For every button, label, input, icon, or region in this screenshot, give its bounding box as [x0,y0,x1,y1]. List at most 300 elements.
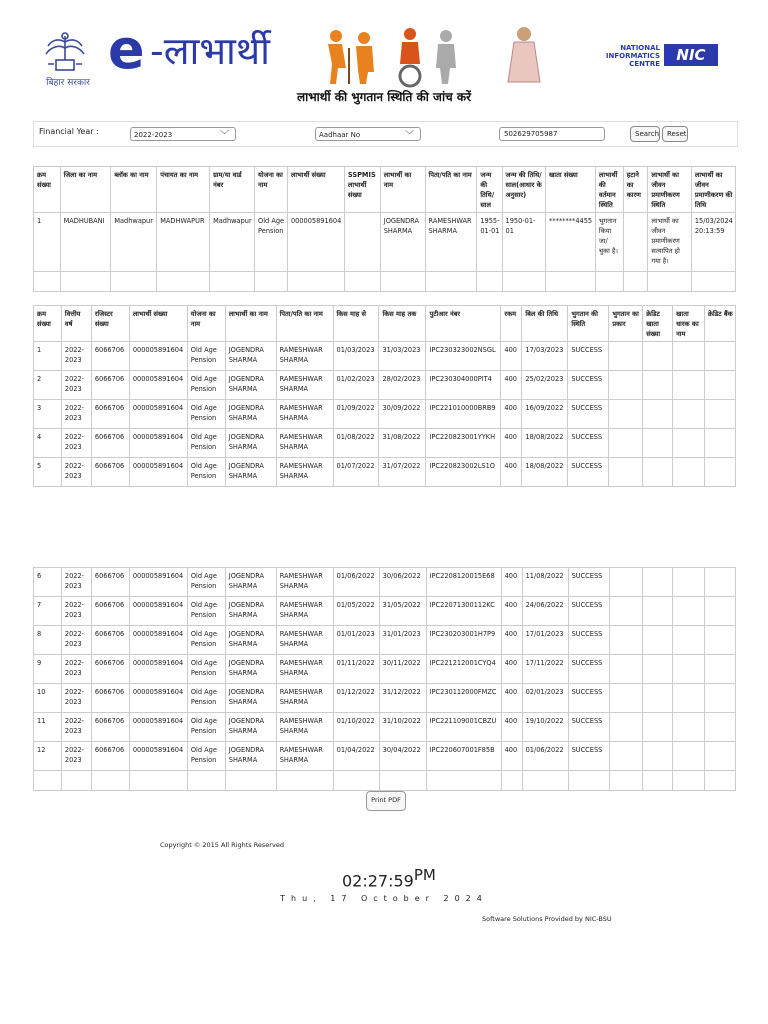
table-cell: 000005891604 [287,213,344,272]
page-subtitle: लाभार्थी की भुगतान स्थिति की जांच करें [297,90,471,104]
column-header: लाभार्थी का जीवन प्रमाणीकरण की तिथि [691,167,735,213]
column-header: लाभार्थी की वर्तमान स्थिति [595,167,623,213]
table-cell [623,213,648,272]
table-cell [609,458,643,487]
table-cell: JOGENDRA SHARMA [225,429,276,458]
empty-row [34,771,736,791]
table-cell: SUCCESS [568,429,609,458]
table-cell: Old Age Pension [255,213,288,272]
chevron-down-icon: ﹀ [219,131,229,141]
table-cell [648,272,691,292]
table-cell: 01/02/2023 [333,371,379,400]
column-header: जन्म की तिथि/ साल(आधार के अनुसार) [502,167,545,213]
financial-year-label: Financial Year : [39,127,99,136]
table-cell: 000005891604 [129,655,187,684]
table-cell: 18/08/2022 [522,458,568,487]
table-cell: SUCCESS [568,342,609,371]
table-cell: 1 [34,342,62,371]
table-cell: 01/10/2022 [333,713,379,742]
table-cell: 30/04/2022 [379,742,426,771]
nic-text [598,44,660,68]
table-cell: 000005891604 [129,371,187,400]
table-cell: 9 [34,655,62,684]
column-header: क्रम संख्या [34,167,61,213]
table-cell: 400 [501,597,522,626]
column-header: पिता/पति का नाम [276,306,333,342]
table-cell: JOGENDRA SHARMA [225,400,276,429]
table-cell: 000005891604 [129,597,187,626]
table-cell: RAMESHWAR SHARMA [276,626,333,655]
column-header: पिता/पति का नाम [425,167,477,213]
table-cell: 6066706 [91,684,129,713]
table-cell [595,272,623,292]
payment-table [33,305,736,487]
clock-time: 02:27:59 [342,871,414,891]
id-type-value: Aadhaar No [319,131,361,139]
column-header: जन्म की तिथि/ साल [477,167,502,213]
table-cell [643,597,673,626]
table-cell: 6066706 [91,371,129,400]
table-cell [673,771,705,791]
table-cell: SUCCESS [568,371,609,400]
table-cell [34,272,61,292]
table-cell: JOGENDRA SHARMA [380,213,425,272]
table-cell: Old Age Pension [187,371,225,400]
table-cell: 1950-01-01 [502,213,545,272]
nic-text-line: NATIONAL [620,44,660,52]
table-cell: भुगतान किया जा/ चुका है। [595,213,623,272]
table-cell: 2022-2023 [61,400,91,429]
table-cell: 6066706 [91,568,129,597]
table-row [34,568,736,597]
nic-text-line: CENTRE [629,60,660,68]
reset-button[interactable]: Reset [662,126,688,142]
table-cell [568,771,609,791]
table-cell: 11/08/2022 [522,568,568,597]
table-cell: 30/11/2022 [379,655,426,684]
table-cell: 30/06/2022 [379,568,426,597]
table-cell [673,458,705,487]
table-cell: 11 [34,713,62,742]
table-row [34,684,736,713]
table-cell: 400 [501,458,522,487]
search-button[interactable]: Search [630,126,660,142]
table-cell: 25/02/2023 [522,371,568,400]
table-cell: 000005891604 [129,684,187,713]
table-cell: 31/05/2022 [379,597,426,626]
table-cell: 6066706 [91,742,129,771]
table-cell: 400 [501,400,522,429]
table-cell: ********4455 [545,213,595,272]
table-cell: IPC221109001CBZU [426,713,501,742]
table-cell [643,771,673,791]
copyright-text: Copyright © 2015 All Rights Reserved [160,841,284,849]
table-cell: Old Age Pension [187,429,225,458]
table-cell: 2022-2023 [61,342,91,371]
table-cell: RAMESHWAR SHARMA [276,400,333,429]
table-cell [643,626,673,655]
table-cell: 400 [501,713,522,742]
table-cell [673,429,705,458]
table-cell: RAMESHWAR SHARMA [276,742,333,771]
table-cell: JOGENDRA SHARMA [225,371,276,400]
table-cell: 6 [34,568,62,597]
table-row [34,626,736,655]
table-cell [609,742,643,771]
clock-ampm: PM [413,866,436,884]
table-cell: Old Age Pension [187,568,225,597]
logo-title: -लाभार्थी [150,29,270,73]
table-cell: Old Age Pension [187,713,225,742]
table-cell [705,626,736,655]
table-cell [673,684,705,713]
table-cell: 17/03/2023 [522,342,568,371]
table-cell: 2022-2023 [61,626,91,655]
financial-year-select[interactable] [130,127,236,141]
table-cell: 31/07/2022 [379,458,426,487]
table-cell: SUCCESS [568,713,609,742]
table-cell: 01/05/2022 [333,597,379,626]
table-cell [34,771,62,791]
table-cell: 24/06/2022 [522,597,568,626]
table-cell: JOGENDRA SHARMA [225,597,276,626]
table-cell: JOGENDRA SHARMA [225,655,276,684]
table-cell [704,400,735,429]
table-cell: SUCCESS [568,655,609,684]
table-cell: 6066706 [91,429,129,458]
table-cell: 6066706 [91,458,129,487]
column-header: बिल की तिथि [522,306,568,342]
table-cell: RAMESHWAR SHARMA [425,213,477,272]
table-cell: 000005891604 [129,400,187,429]
nic-text-line: INFORMATICS [605,52,660,60]
column-header: क्रेडिट खाता संख्या [643,306,673,342]
table-cell: 19/10/2022 [522,713,568,742]
table-cell [673,742,705,771]
column-header: खाता संख्या [545,167,595,213]
column-header: SSPMIS लाभार्थी संख्या [344,167,380,213]
table-cell [643,713,673,742]
table-cell: RAMESHWAR SHARMA [276,429,333,458]
table-cell [287,272,344,292]
column-header: किस माह से [333,306,379,342]
column-header: रजिस्टर संख्या [91,306,129,342]
table-cell [333,771,379,791]
table-cell: 2022-2023 [61,655,91,684]
table-cell: 6066706 [91,713,129,742]
table-cell [609,400,643,429]
table-cell: 400 [501,568,522,597]
table-cell: 28/02/2023 [379,371,426,400]
column-header: ग्राम/या वार्ड नंबर [210,167,255,213]
table-cell: 01/11/2022 [333,655,379,684]
table-cell: SUCCESS [568,458,609,487]
table-cell: 6066706 [91,626,129,655]
table-cell: MADHUBANI [60,213,111,272]
table-cell: 000005891604 [129,742,187,771]
table-cell: RAMESHWAR SHARMA [276,568,333,597]
table-cell: 10 [34,684,62,713]
table-cell: 400 [501,655,522,684]
table-cell: IPC220823002LS1O [426,458,501,487]
filter-bar [33,121,738,147]
table-cell [673,626,705,655]
table-cell [673,342,705,371]
table-cell: 7 [34,597,62,626]
table-cell: RAMESHWAR SHARMA [276,458,333,487]
table-cell: 400 [501,429,522,458]
table-cell: RAMESHWAR SHARMA [276,597,333,626]
table-cell: 6066706 [91,400,129,429]
table-row [34,400,736,429]
column-header: योजना का नाम [187,306,225,342]
table-cell: 2 [34,371,62,400]
clock [342,866,436,890]
table-cell: SUCCESS [568,400,609,429]
table-cell: 17/11/2022 [522,655,568,684]
table-cell [705,597,736,626]
table-cell: IPC221010000BRB9 [426,400,501,429]
table-cell [673,371,705,400]
table-row [34,371,736,400]
column-header: भुगतान का प्रकार [609,306,643,342]
table-cell: 2022-2023 [61,597,91,626]
table-cell [609,771,643,791]
financial-year-value: 2022-2023 [134,131,173,139]
column-header: हटाने का कारण [623,167,648,213]
table-cell: 31/12/2022 [379,684,426,713]
print-pdf-button[interactable]: Print PDF [366,791,406,811]
table-cell [673,597,705,626]
table-cell [129,771,187,791]
column-header: लाभार्थी का जीवन प्रमाणीकरण स्थिति [648,167,691,213]
table-cell: JOGENDRA SHARMA [225,342,276,371]
table-cell [609,429,643,458]
table-cell [502,272,545,292]
column-header: किस माह तक [379,306,426,342]
column-header: क्रम संख्या [34,306,62,342]
table-cell: RAMESHWAR SHARMA [276,371,333,400]
table-cell: लाभार्थी का जीवन प्रमाणीकरण सत्यापित हो गया है। [648,213,691,272]
woman-figure-icon [504,24,544,84]
table-cell: SUCCESS [568,568,609,597]
table-cell [609,655,643,684]
table-cell: 31/03/2023 [379,342,426,371]
table-cell [704,342,735,371]
table-cell: 02/01/2023 [522,684,568,713]
table-cell [704,371,735,400]
beneficiary-table [33,166,736,292]
table-row [34,597,736,626]
payment-table-continued [33,567,736,791]
table-cell: MADHWAPUR [157,213,210,272]
table-cell [60,272,111,292]
table-row [34,742,736,771]
table-cell [673,400,705,429]
table-cell [609,568,643,597]
table-cell: JOGENDRA SHARMA [225,568,276,597]
table-cell [609,597,643,626]
table-cell: 31/01/2023 [379,626,426,655]
table-cell: 400 [501,342,522,371]
table-cell: 01/06/2022 [333,568,379,597]
table-cell: 01/01/2023 [333,626,379,655]
table-cell [609,342,643,371]
id-type-select[interactable] [315,127,421,141]
table-cell: Madhwapur [111,213,157,272]
table-cell: Old Age Pension [187,684,225,713]
table-cell: RAMESHWAR SHARMA [276,655,333,684]
table-cell [344,213,380,272]
table-cell: 17/01/2023 [522,626,568,655]
table-cell [705,742,736,771]
table-cell: SUCCESS [568,597,609,626]
table-cell: SUCCESS [568,684,609,713]
table-cell: 6066706 [91,655,129,684]
table-cell [673,655,705,684]
table-cell: 000005891604 [129,458,187,487]
column-header: लाभार्थी संख्या [129,306,187,342]
table-cell: 2022-2023 [61,684,91,713]
column-header: पंचायत का नाम [157,167,210,213]
table-cell: 1 [34,213,61,272]
table-cell: IPC230323002NSGL [426,342,501,371]
table-cell: 000005891604 [129,429,187,458]
table-cell: 01/09/2022 [333,400,379,429]
table-cell [705,655,736,684]
table-cell: 01/04/2022 [333,742,379,771]
table-cell [425,272,477,292]
table-cell: 2022-2023 [61,568,91,597]
table-cell [673,568,705,597]
table-cell: IPC221212001CYQ4 [426,655,501,684]
table-cell: 1955-01-01 [477,213,502,272]
table-cell: 2022-2023 [61,713,91,742]
table-cell: 000005891604 [129,713,187,742]
table-cell: 000005891604 [129,568,187,597]
table-row [34,458,736,487]
table-cell: 2022-2023 [61,429,91,458]
table-cell [61,771,91,791]
table-cell [705,713,736,742]
table-cell [380,272,425,292]
table-cell: 12 [34,742,62,771]
table-cell: 2022-2023 [61,371,91,400]
table-cell [255,272,288,292]
table-cell [609,684,643,713]
table-cell: JOGENDRA SHARMA [225,713,276,742]
table-cell: 15/03/2024 20:13:59 [691,213,735,272]
table-cell: JOGENDRA SHARMA [225,684,276,713]
table-cell: IPC220823001YYKH [426,429,501,458]
table-cell [643,655,673,684]
table-cell: IPC230203001H7P9 [426,626,501,655]
table-cell: 400 [501,684,522,713]
table-row [34,713,736,742]
table-cell: IPC230112000FMZC [426,684,501,713]
table-cell: 01/08/2022 [333,429,379,458]
table-cell: Madhwapur [210,213,255,272]
provided-by-text: Software Solutions Provided by NIC-BSU [482,915,612,923]
table-cell [210,272,255,292]
table-cell [477,272,502,292]
table-cell: Old Age Pension [187,742,225,771]
table-cell: 3 [34,400,62,429]
table-header-row [34,306,736,342]
table-cell: IPC2208120015E68 [426,568,501,597]
table-cell: 000005891604 [129,342,187,371]
column-header: योजना का नाम [255,167,288,213]
table-cell: 31/08/2022 [379,429,426,458]
table-cell [91,771,129,791]
table-cell [545,272,595,292]
clock-date: Thu, 17 October 2024 [280,894,488,903]
table-cell: Old Age Pension [187,626,225,655]
table-cell: IPC220607001F85B [426,742,501,771]
table-cell: 01/06/2022 [522,742,568,771]
column-header: रकम [501,306,522,342]
table-cell: Old Age Pension [187,400,225,429]
table-cell [705,568,736,597]
table-cell: 6066706 [91,597,129,626]
logo-e: e [108,18,145,81]
table-cell [344,272,380,292]
table-cell [643,371,673,400]
column-header: खाता धारक का नाम [673,306,705,342]
table-cell [609,371,643,400]
beneficiary-figures-icon [318,24,468,88]
table-cell: 31/10/2022 [379,713,426,742]
table-row [34,342,736,371]
table-cell [157,272,210,292]
table-cell: 18/08/2022 [522,429,568,458]
table-cell: JOGENDRA SHARMA [225,742,276,771]
column-header: वित्तीय वर्ष [61,306,91,342]
id-number-input[interactable]: 502629705987 [499,127,605,141]
table-cell [643,458,673,487]
table-cell: 400 [501,371,522,400]
table-cell: 16/09/2022 [522,400,568,429]
column-header: पुटीआर नंबर [426,306,501,342]
table-cell: Old Age Pension [187,342,225,371]
table-cell: 000005891604 [129,626,187,655]
table-cell [643,429,673,458]
table-cell: 8 [34,626,62,655]
table-cell [643,342,673,371]
table-cell: RAMESHWAR SHARMA [276,684,333,713]
table-cell [609,713,643,742]
table-cell: IPC22071300112KC [426,597,501,626]
table-cell [705,771,736,791]
table-cell: 6066706 [91,342,129,371]
table-cell: SUCCESS [568,742,609,771]
table-cell [609,626,643,655]
table-cell: Old Age Pension [187,655,225,684]
table-cell: RAMESHWAR SHARMA [276,342,333,371]
column-header: क्रेडिट बैंक [704,306,735,342]
table-row [34,213,736,272]
table-cell: Old Age Pension [187,458,225,487]
table-cell [225,771,276,791]
table-cell: 400 [501,626,522,655]
table-cell [501,771,522,791]
column-header: लाभार्थी संख्या [287,167,344,213]
column-header: लाभार्थी का नाम [380,167,425,213]
table-cell [623,272,648,292]
table-cell: JOGENDRA SHARMA [225,626,276,655]
table-cell: IPC230304000PIT4 [426,371,501,400]
emblem-caption: बिहार सरकार [46,78,90,88]
